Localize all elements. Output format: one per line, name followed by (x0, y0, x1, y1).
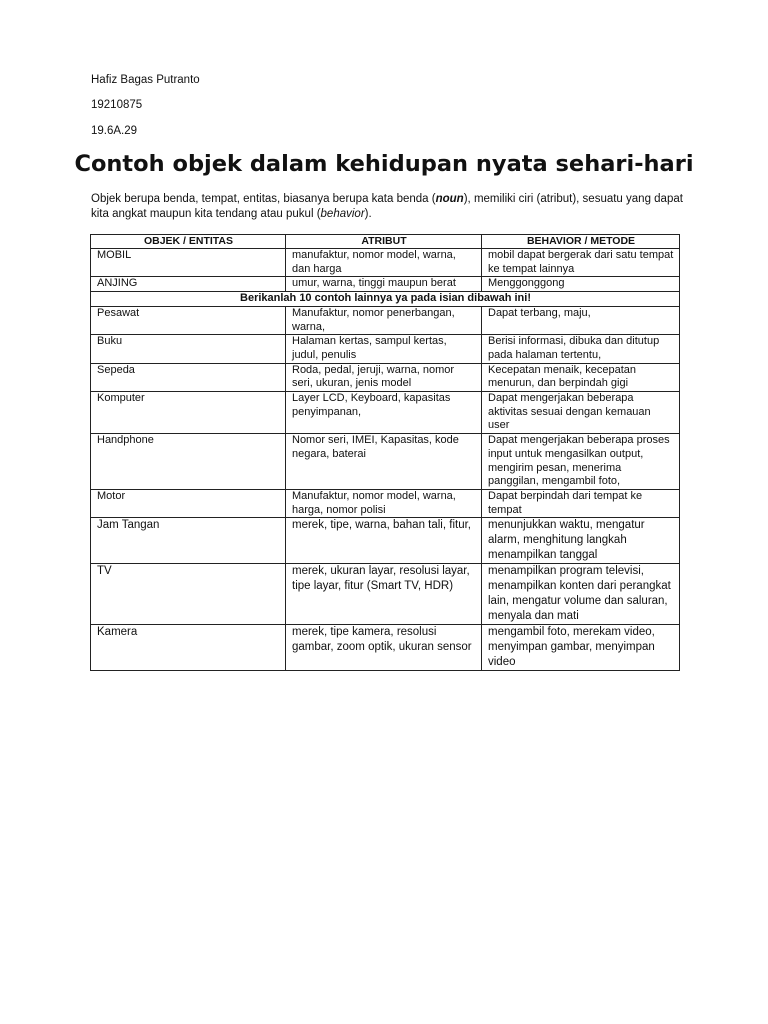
intro-paragraph (91, 192, 691, 222)
header-atribut: ATRIBUT (286, 235, 482, 249)
cell-atribut: merek, tipe, warna, bahan tali, fitur, (286, 518, 482, 564)
cell-behavior: Dapat berpindah dari tempat ke tempat (482, 489, 680, 517)
intro-noun: noun (435, 193, 464, 205)
object-table (90, 234, 680, 671)
table-row (91, 249, 680, 277)
cell-behavior: menunjukkan waktu, mengatur alarm, menghitung langkah menampilkan tanggal (482, 518, 680, 564)
cell-objek: Motor (91, 489, 286, 517)
cell-atribut: manufaktur, nomor model, warna, dan harga (286, 249, 482, 277)
table-row (91, 564, 680, 625)
cell-atribut: umur, warna, tinggi maupun berat (286, 277, 482, 292)
cell-behavior: Kecepatan menaik, kecepatan menurun, dan berpindah gigi (482, 363, 680, 391)
banner-row (91, 292, 680, 307)
class-code: 19.6A.29 (91, 125, 138, 137)
table-row (91, 489, 680, 517)
cell-objek: MOBIL (91, 249, 286, 277)
cell-behavior: Dapat mengerjakan beberapa proses input untuk mengasilkan output, mengirim pesan, menerima panggilan, mengambil foto, (482, 434, 680, 490)
cell-objek: TV (91, 564, 286, 625)
header-objek: OBJEK / ENTITAS (91, 235, 286, 249)
cell-atribut: Manufaktur, nomor penerbangan, warna, (286, 306, 482, 334)
cell-atribut: merek, ukuran layar, resolusi layar, tipe layar, fitur (Smart TV, HDR) (286, 564, 482, 625)
header-behavior: BEHAVIOR / METODE (482, 235, 680, 249)
cell-objek: Buku (91, 335, 286, 363)
cell-objek: Handphone (91, 434, 286, 490)
cell-objek: Kamera (91, 625, 286, 671)
cell-objek: Komputer (91, 392, 286, 434)
table-row (91, 335, 680, 363)
cell-behavior: Berisi informasi, dibuka dan ditutup pada halaman tertentu, (482, 335, 680, 363)
intro-part1: Objek berupa benda, tempat, entitas, biasanya berupa kata benda ( (91, 193, 436, 205)
cell-atribut: Halaman kertas, sampul kertas, judul, penulis (286, 335, 482, 363)
cell-behavior: Dapat mengerjakan beberapa aktivitas sesuai dengan kemauan user (482, 392, 680, 434)
cell-behavior: Dapat terbang, maju, (482, 306, 680, 334)
student-id: 19210875 (91, 99, 143, 111)
cell-atribut: Nomor seri, IMEI, Kapasitas, kode negara, baterai (286, 434, 482, 490)
cell-behavior: mengambil foto, merekam video, menyimpan gambar, menyimpan video (482, 625, 680, 671)
table-row (91, 392, 680, 434)
cell-objek: Jam Tangan (91, 518, 286, 564)
intro-part2: ), memiliki ciri (atribut), sesuatu yang dapat kita angkat maupun kita tendang atau pukul ( (91, 193, 683, 220)
table-header-row (91, 235, 680, 249)
cell-atribut: Manufaktur, nomor model, warna, harga, nomor polisi (286, 489, 482, 517)
table-row (91, 363, 680, 391)
intro-part3: ). (364, 208, 372, 220)
cell-objek: Pesawat (91, 306, 286, 334)
cell-behavior: mobil dapat bergerak dari satu tempat ke tempat lainnya (482, 249, 680, 277)
banner-text: Berikanlah 10 contoh lainnya ya pada isian dibawah ini! (91, 292, 680, 307)
table-row (91, 518, 680, 564)
cell-behavior: menampilkan program televisi, menampilkan konten dari perangkat lain, mengatur volume dan saluran, menyala dan mati (482, 564, 680, 625)
cell-atribut: Roda, pedal, jeruji, warna, nomor seri, ukuran, jenis model (286, 363, 482, 391)
author-name: Hafiz Bagas Putranto (91, 74, 200, 86)
table-row (91, 277, 680, 292)
cell-objek: ANJING (91, 277, 286, 292)
table-row (91, 434, 680, 490)
intro-behavior: behavior (320, 208, 365, 220)
table-row (91, 306, 680, 334)
cell-atribut: merek, tipe kamera, resolusi gambar, zoom optik, ukuran sensor (286, 625, 482, 671)
document-title: Contoh objek dalam kehidupan nyata sehari-hari (74, 151, 694, 177)
cell-objek: Sepeda (91, 363, 286, 391)
cell-atribut: Layer LCD, Keyboard, kapasitas penyimpanan, (286, 392, 482, 434)
table-row (91, 625, 680, 671)
cell-behavior: Menggonggong (482, 277, 680, 292)
